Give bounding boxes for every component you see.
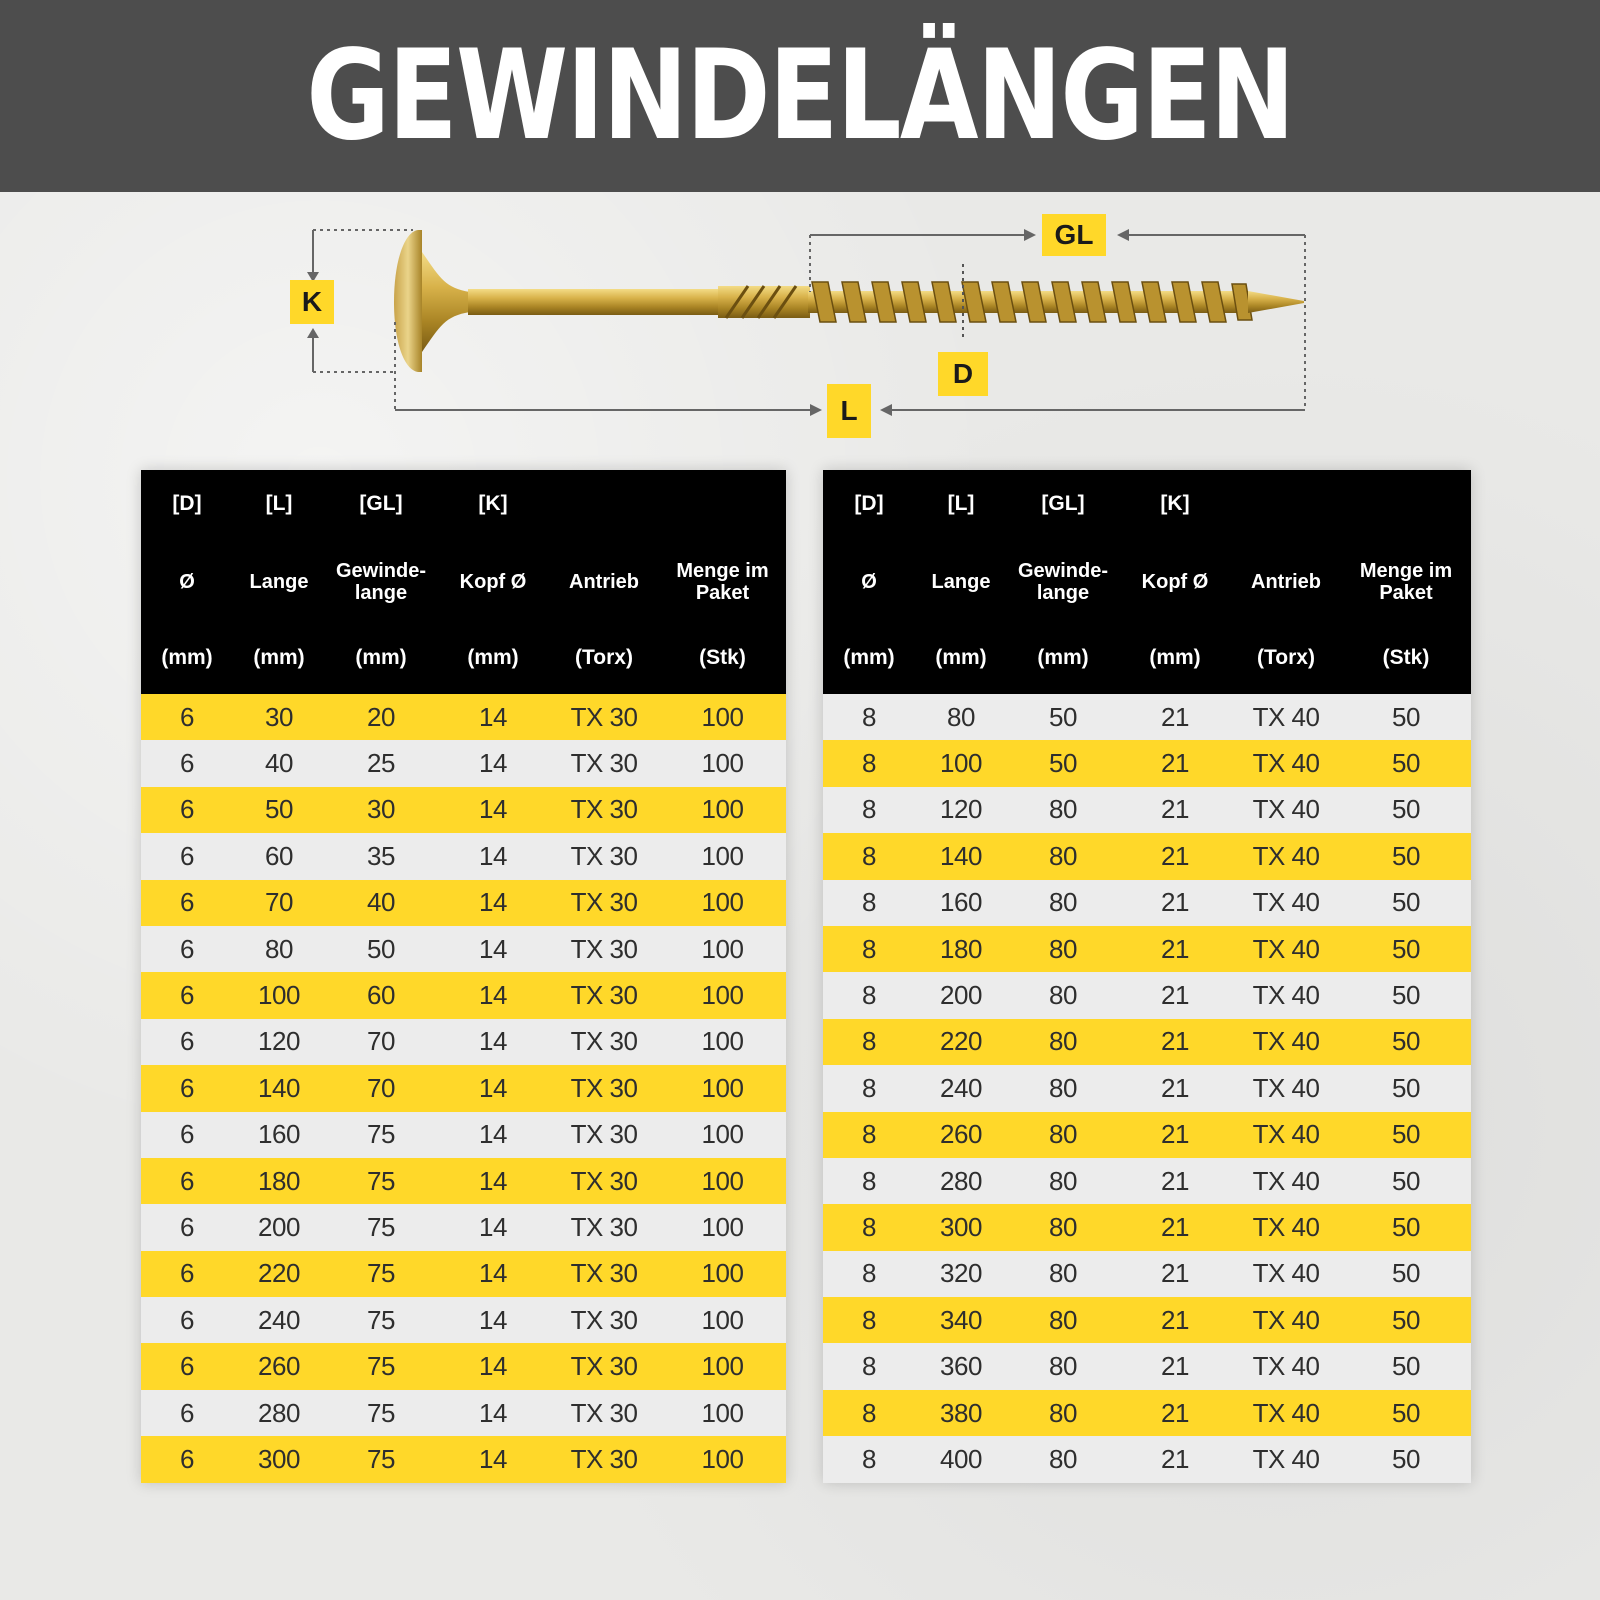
table-cell: 8 bbox=[862, 701, 876, 732]
table-cell: 60 bbox=[265, 840, 293, 871]
table-cell: TX 40 bbox=[1252, 1165, 1320, 1196]
header-unit: (mm) bbox=[843, 646, 895, 669]
table-cell: 260 bbox=[258, 1351, 300, 1382]
table-cell: 220 bbox=[258, 1258, 300, 1289]
table-cell: 100 bbox=[701, 1443, 744, 1474]
table-cell: 100 bbox=[701, 887, 744, 918]
table-row bbox=[141, 1343, 786, 1389]
table-cell: 50 bbox=[1392, 1119, 1420, 1150]
table-row bbox=[823, 787, 1471, 833]
table-cell: 6 bbox=[180, 1211, 194, 1242]
table-cell: 8 bbox=[862, 794, 876, 825]
table-cell: TX 30 bbox=[570, 1072, 638, 1103]
table-cell: 80 bbox=[1049, 794, 1077, 825]
table-cell: 21 bbox=[1161, 748, 1189, 779]
table-cell: 8 bbox=[862, 1026, 876, 1057]
table-cell: 14 bbox=[479, 794, 507, 825]
table-row bbox=[823, 1158, 1471, 1204]
header-code bbox=[1341, 488, 1471, 520]
table-cell: TX 30 bbox=[570, 1119, 638, 1150]
table-cell: TX 30 bbox=[570, 701, 638, 732]
table-cell: 6 bbox=[180, 701, 194, 732]
table-cell: 6 bbox=[180, 1165, 194, 1196]
table-cell: 80 bbox=[1049, 1443, 1077, 1474]
table-d8 bbox=[823, 470, 1471, 1483]
table-cell: 30 bbox=[367, 794, 395, 825]
table-cell: 120 bbox=[258, 1026, 300, 1057]
table-cell: 100 bbox=[701, 794, 744, 825]
table-row bbox=[141, 1390, 786, 1436]
table-cell: 100 bbox=[701, 980, 744, 1011]
table-cell: 30 bbox=[265, 701, 293, 732]
table-cell: TX 30 bbox=[570, 794, 638, 825]
table-row bbox=[141, 833, 786, 879]
table-cell: 14 bbox=[479, 1026, 507, 1057]
table-cell: 75 bbox=[367, 1119, 395, 1150]
table-cell: TX 40 bbox=[1252, 701, 1320, 732]
table-cell: 6 bbox=[180, 1397, 194, 1428]
screw-diagram bbox=[0, 192, 1600, 452]
table-cell: 6 bbox=[180, 794, 194, 825]
table-cell: 50 bbox=[1392, 980, 1420, 1011]
table-cell: 8 bbox=[862, 1165, 876, 1196]
header-unit: (Stk) bbox=[699, 646, 746, 669]
table-cell: 50 bbox=[1392, 840, 1420, 871]
table-cell: 14 bbox=[479, 840, 507, 871]
table-cell: 100 bbox=[701, 1119, 744, 1150]
table-cell: TX 30 bbox=[570, 748, 638, 779]
table-cell: TX 30 bbox=[570, 980, 638, 1011]
header-name: Lange bbox=[931, 571, 991, 593]
table-cell: TX 30 bbox=[570, 887, 638, 918]
table-cell: 380 bbox=[940, 1397, 982, 1428]
table-cell: 21 bbox=[1161, 1165, 1189, 1196]
table-cell: 50 bbox=[1392, 748, 1420, 779]
screw-illustration bbox=[0, 192, 1600, 452]
table-cell: TX 30 bbox=[570, 1026, 638, 1057]
table-cell: 320 bbox=[940, 1258, 982, 1289]
table-cell: 21 bbox=[1161, 980, 1189, 1011]
table-cell: 21 bbox=[1161, 701, 1189, 732]
table-cell: 100 bbox=[701, 748, 744, 779]
table-cell: 240 bbox=[940, 1072, 982, 1103]
table-cell: 200 bbox=[940, 980, 982, 1011]
table-cell: 6 bbox=[180, 1072, 194, 1103]
table-cell: 21 bbox=[1161, 887, 1189, 918]
table-cell: 60 bbox=[367, 980, 395, 1011]
table-cell: 14 bbox=[479, 701, 507, 732]
header-name: Ø bbox=[861, 571, 877, 593]
table-cell: 21 bbox=[1161, 1119, 1189, 1150]
table-cell: 8 bbox=[862, 748, 876, 779]
table-cell: 140 bbox=[940, 840, 982, 871]
header-name: Lange bbox=[249, 571, 309, 593]
header-name: Gewinde- lange bbox=[1017, 560, 1108, 604]
table-cell: 100 bbox=[701, 1397, 744, 1428]
table-cell: 50 bbox=[1392, 1211, 1420, 1242]
table-cell: 50 bbox=[1392, 794, 1420, 825]
header-unit: (mm) bbox=[355, 646, 407, 669]
table-cell: 21 bbox=[1161, 1072, 1189, 1103]
table-cell: 80 bbox=[1049, 887, 1077, 918]
table-cell: 14 bbox=[479, 1072, 507, 1103]
table-cell: 14 bbox=[479, 887, 507, 918]
header-name: Antrieb bbox=[1251, 571, 1321, 593]
table-cell: 120 bbox=[940, 794, 982, 825]
table-cell: 100 bbox=[701, 1211, 744, 1242]
table-cell: 14 bbox=[479, 1443, 507, 1474]
table-cell: 100 bbox=[701, 1351, 744, 1382]
table-cell: 80 bbox=[1049, 840, 1077, 871]
table-cell: 100 bbox=[258, 980, 300, 1011]
header-name: Menge im Paket bbox=[676, 560, 769, 604]
table-cell: 75 bbox=[367, 1397, 395, 1428]
table-cell: 8 bbox=[862, 980, 876, 1011]
table-cell: 14 bbox=[479, 1211, 507, 1242]
table-cell: TX 30 bbox=[570, 1397, 638, 1428]
table-cell: TX 40 bbox=[1252, 840, 1320, 871]
table-cell: 80 bbox=[1049, 980, 1077, 1011]
table-cell: 21 bbox=[1161, 1026, 1189, 1057]
table-row bbox=[141, 880, 786, 926]
header-code: [GL] bbox=[359, 492, 403, 515]
table-cell: 8 bbox=[862, 1119, 876, 1150]
table-cell: 75 bbox=[367, 1165, 395, 1196]
table-cell: 80 bbox=[947, 701, 975, 732]
table-cell: 80 bbox=[1049, 1351, 1077, 1382]
gl-label: GL bbox=[1042, 214, 1106, 256]
table-row bbox=[141, 694, 786, 740]
table-cell: 100 bbox=[701, 701, 744, 732]
table-cell: 80 bbox=[1049, 1119, 1077, 1150]
header-unit: (mm) bbox=[467, 646, 519, 669]
table-cell: 6 bbox=[180, 1443, 194, 1474]
table-cell: 80 bbox=[265, 933, 293, 964]
table-cell: 25 bbox=[367, 748, 395, 779]
table-cell: 6 bbox=[180, 933, 194, 964]
table-cell: TX 40 bbox=[1252, 1211, 1320, 1242]
header-name: Menge im Paket bbox=[1359, 560, 1453, 604]
header-name: Antrieb bbox=[569, 571, 639, 593]
header-code: [GL] bbox=[1041, 492, 1085, 515]
header-name: Kopf Ø bbox=[1141, 571, 1209, 593]
table-row bbox=[823, 833, 1471, 879]
table-cell: 6 bbox=[180, 840, 194, 871]
table-body bbox=[823, 694, 1471, 1483]
table-cell: 80 bbox=[1049, 1165, 1077, 1196]
header-code: [D] bbox=[172, 492, 202, 515]
header-unit: (Stk) bbox=[1382, 646, 1430, 669]
table-cell: 6 bbox=[180, 1258, 194, 1289]
table-cell: TX 40 bbox=[1252, 1443, 1320, 1474]
table-cell: TX 30 bbox=[570, 1165, 638, 1196]
table-cell: 160 bbox=[258, 1119, 300, 1150]
table-row bbox=[823, 1112, 1471, 1158]
table-cell: 21 bbox=[1161, 1304, 1189, 1335]
table-cell: 100 bbox=[701, 1258, 744, 1289]
table-cell: 6 bbox=[180, 748, 194, 779]
table-row bbox=[141, 926, 786, 972]
table-cell: TX 40 bbox=[1252, 1258, 1320, 1289]
table-cell: TX 30 bbox=[570, 933, 638, 964]
table-row bbox=[823, 1204, 1471, 1250]
table-cell: 40 bbox=[367, 887, 395, 918]
header-code: [K] bbox=[1160, 492, 1190, 515]
table-cell: 50 bbox=[265, 794, 293, 825]
table-cell: 70 bbox=[367, 1072, 395, 1103]
page-title: GEWINDELÄNGEN bbox=[306, 24, 1294, 168]
table-cell: 300 bbox=[940, 1211, 982, 1242]
table-cell: 80 bbox=[1049, 1397, 1077, 1428]
table-cell: TX 30 bbox=[570, 1258, 638, 1289]
table-cell: 21 bbox=[1161, 1443, 1189, 1474]
table-cell: 8 bbox=[862, 887, 876, 918]
table-cell: TX 30 bbox=[570, 1351, 638, 1382]
table-cell: TX 40 bbox=[1252, 1026, 1320, 1057]
table-cell: 80 bbox=[1049, 1304, 1077, 1335]
table-cell: 8 bbox=[862, 1351, 876, 1382]
table-row bbox=[141, 740, 786, 786]
table-cell: 8 bbox=[862, 1258, 876, 1289]
table-cell: TX 30 bbox=[570, 840, 638, 871]
table-cell: 21 bbox=[1161, 1258, 1189, 1289]
table-cell: 50 bbox=[1392, 1443, 1420, 1474]
header-unit: (Torx) bbox=[1257, 646, 1315, 669]
table-cell: 100 bbox=[701, 1304, 744, 1335]
table-row bbox=[141, 1065, 786, 1111]
table-cell: TX 40 bbox=[1252, 1072, 1320, 1103]
table-cell: 14 bbox=[479, 933, 507, 964]
table-row bbox=[823, 926, 1471, 972]
table-cell: 50 bbox=[1049, 748, 1077, 779]
table-cell: 50 bbox=[1392, 701, 1420, 732]
title-banner bbox=[0, 0, 1600, 192]
header-unit: (mm) bbox=[253, 646, 305, 669]
table-cell: 6 bbox=[180, 1026, 194, 1057]
table-cell: 8 bbox=[862, 1443, 876, 1474]
table-body bbox=[141, 694, 786, 1483]
table-cell: 6 bbox=[180, 1119, 194, 1150]
header-code: [D] bbox=[854, 492, 884, 515]
header-unit: (Torx) bbox=[575, 646, 633, 669]
table-d6 bbox=[141, 470, 786, 1483]
table-header bbox=[141, 470, 786, 694]
table-cell: 260 bbox=[940, 1119, 982, 1150]
table-row bbox=[823, 972, 1471, 1018]
header-unit: (mm) bbox=[1037, 646, 1089, 669]
table-cell: 75 bbox=[367, 1211, 395, 1242]
header-name: Gewinde- lange bbox=[335, 560, 426, 604]
table-cell: 8 bbox=[862, 1397, 876, 1428]
table-cell: 100 bbox=[940, 748, 982, 779]
table-row bbox=[141, 972, 786, 1018]
header-code bbox=[1231, 488, 1341, 520]
table-cell: TX 40 bbox=[1252, 1304, 1320, 1335]
table-cell: 80 bbox=[1049, 1026, 1077, 1057]
table-cell: 50 bbox=[1392, 887, 1420, 918]
table-row bbox=[823, 1019, 1471, 1065]
table-cell: 14 bbox=[479, 1397, 507, 1428]
table-row bbox=[141, 1436, 786, 1482]
table-cell: 6 bbox=[180, 887, 194, 918]
table-row bbox=[823, 1343, 1471, 1389]
table-cell: 6 bbox=[180, 980, 194, 1011]
table-cell: 360 bbox=[940, 1351, 982, 1382]
table-cell: 20 bbox=[367, 701, 395, 732]
thread-teeth bbox=[812, 282, 1252, 322]
table-cell: 80 bbox=[1049, 1072, 1077, 1103]
table-cell: 50 bbox=[367, 933, 395, 964]
table-cell: 14 bbox=[479, 980, 507, 1011]
table-cell: 140 bbox=[258, 1072, 300, 1103]
l-label: L bbox=[827, 384, 871, 438]
table-cell: 50 bbox=[1392, 1397, 1420, 1428]
header-unit: (mm) bbox=[935, 646, 987, 669]
table-cell: 50 bbox=[1392, 933, 1420, 964]
table-cell: 80 bbox=[1049, 1211, 1077, 1242]
table-cell: 100 bbox=[701, 840, 744, 871]
table-cell: 50 bbox=[1392, 1026, 1420, 1057]
table-cell: 21 bbox=[1161, 840, 1189, 871]
table-cell: 21 bbox=[1161, 1211, 1189, 1242]
table-cell: 50 bbox=[1392, 1304, 1420, 1335]
table-cell: 300 bbox=[258, 1443, 300, 1474]
table-cell: 8 bbox=[862, 1072, 876, 1103]
table-cell: 21 bbox=[1161, 1397, 1189, 1428]
table-cell: 75 bbox=[367, 1351, 395, 1382]
table-row bbox=[823, 1390, 1471, 1436]
table-cell: 8 bbox=[862, 1211, 876, 1242]
table-row bbox=[141, 1019, 786, 1065]
d-label: D bbox=[938, 352, 988, 396]
table-cell: 21 bbox=[1161, 933, 1189, 964]
table-cell: 14 bbox=[479, 1119, 507, 1150]
table-cell: 80 bbox=[1049, 933, 1077, 964]
table-cell: TX 40 bbox=[1252, 1119, 1320, 1150]
table-cell: 6 bbox=[180, 1304, 194, 1335]
table-cell: 14 bbox=[479, 748, 507, 779]
table-cell: 180 bbox=[258, 1165, 300, 1196]
table-row bbox=[141, 1112, 786, 1158]
table-row bbox=[823, 1436, 1471, 1482]
table-row bbox=[823, 694, 1471, 740]
table-row bbox=[141, 1297, 786, 1343]
table-cell: 50 bbox=[1392, 1351, 1420, 1382]
table-cell: 8 bbox=[862, 933, 876, 964]
table-row bbox=[141, 1204, 786, 1250]
header-unit: (mm) bbox=[161, 646, 213, 669]
table-header bbox=[823, 470, 1471, 694]
table-cell: 100 bbox=[701, 1026, 744, 1057]
table-cell: 50 bbox=[1392, 1165, 1420, 1196]
table-cell: 340 bbox=[940, 1304, 982, 1335]
header-code bbox=[659, 488, 786, 520]
table-cell: 8 bbox=[862, 840, 876, 871]
table-cell: 180 bbox=[940, 933, 982, 964]
table-cell: 8 bbox=[862, 1304, 876, 1335]
table-cell: 50 bbox=[1392, 1072, 1420, 1103]
header-code: [L] bbox=[947, 492, 975, 515]
table-cell: 100 bbox=[701, 933, 744, 964]
table-row bbox=[823, 1251, 1471, 1297]
screw-tip bbox=[1248, 291, 1304, 313]
table-cell: TX 40 bbox=[1252, 933, 1320, 964]
table-row bbox=[823, 1297, 1471, 1343]
table-cell: 14 bbox=[479, 1304, 507, 1335]
table-row bbox=[823, 740, 1471, 786]
table-row bbox=[141, 1158, 786, 1204]
table-cell: 220 bbox=[940, 1026, 982, 1057]
table-cell: 100 bbox=[701, 1165, 744, 1196]
header-code: [K] bbox=[478, 492, 508, 515]
table-cell: TX 40 bbox=[1252, 748, 1320, 779]
header-code bbox=[549, 488, 659, 520]
table-cell: 6 bbox=[180, 1351, 194, 1382]
table-cell: 70 bbox=[265, 887, 293, 918]
table-cell: 200 bbox=[258, 1211, 300, 1242]
table-cell: 21 bbox=[1161, 794, 1189, 825]
header-name: Kopf Ø bbox=[459, 571, 527, 593]
table-cell: 80 bbox=[1049, 1258, 1077, 1289]
screw-shank bbox=[468, 289, 718, 315]
table-cell: 240 bbox=[258, 1304, 300, 1335]
screw-head bbox=[394, 230, 422, 372]
table-row bbox=[823, 880, 1471, 926]
table-cell: TX 30 bbox=[570, 1443, 638, 1474]
table-cell: 280 bbox=[258, 1397, 300, 1428]
table-cell: TX 40 bbox=[1252, 1397, 1320, 1428]
table-row bbox=[823, 1065, 1471, 1111]
header-name: Ø bbox=[179, 571, 195, 593]
table-cell: 160 bbox=[940, 887, 982, 918]
table-cell: 100 bbox=[701, 1072, 744, 1103]
table-cell: 14 bbox=[479, 1165, 507, 1196]
table-cell: TX 40 bbox=[1252, 794, 1320, 825]
table-cell: 75 bbox=[367, 1443, 395, 1474]
table-cell: TX 40 bbox=[1252, 1351, 1320, 1382]
table-cell: 75 bbox=[367, 1258, 395, 1289]
header-unit: (mm) bbox=[1149, 646, 1201, 669]
table-cell: 70 bbox=[367, 1026, 395, 1057]
table-cell: 280 bbox=[940, 1165, 982, 1196]
table-cell: TX 40 bbox=[1252, 980, 1320, 1011]
table-cell: TX 40 bbox=[1252, 887, 1320, 918]
header-code: [L] bbox=[265, 492, 293, 515]
table-cell: 21 bbox=[1161, 1351, 1189, 1382]
table-cell: TX 30 bbox=[570, 1211, 638, 1242]
table-row bbox=[141, 787, 786, 833]
table-cell: 14 bbox=[479, 1258, 507, 1289]
table-cell: 50 bbox=[1049, 701, 1077, 732]
table-cell: 40 bbox=[265, 748, 293, 779]
table-cell: 14 bbox=[479, 1351, 507, 1382]
table-cell: TX 30 bbox=[570, 1304, 638, 1335]
table-cell: 75 bbox=[367, 1304, 395, 1335]
k-label: K bbox=[290, 280, 334, 324]
table-row bbox=[141, 1251, 786, 1297]
table-cell: 35 bbox=[367, 840, 395, 871]
table-cell: 400 bbox=[940, 1443, 982, 1474]
table-cell: 50 bbox=[1392, 1258, 1420, 1289]
